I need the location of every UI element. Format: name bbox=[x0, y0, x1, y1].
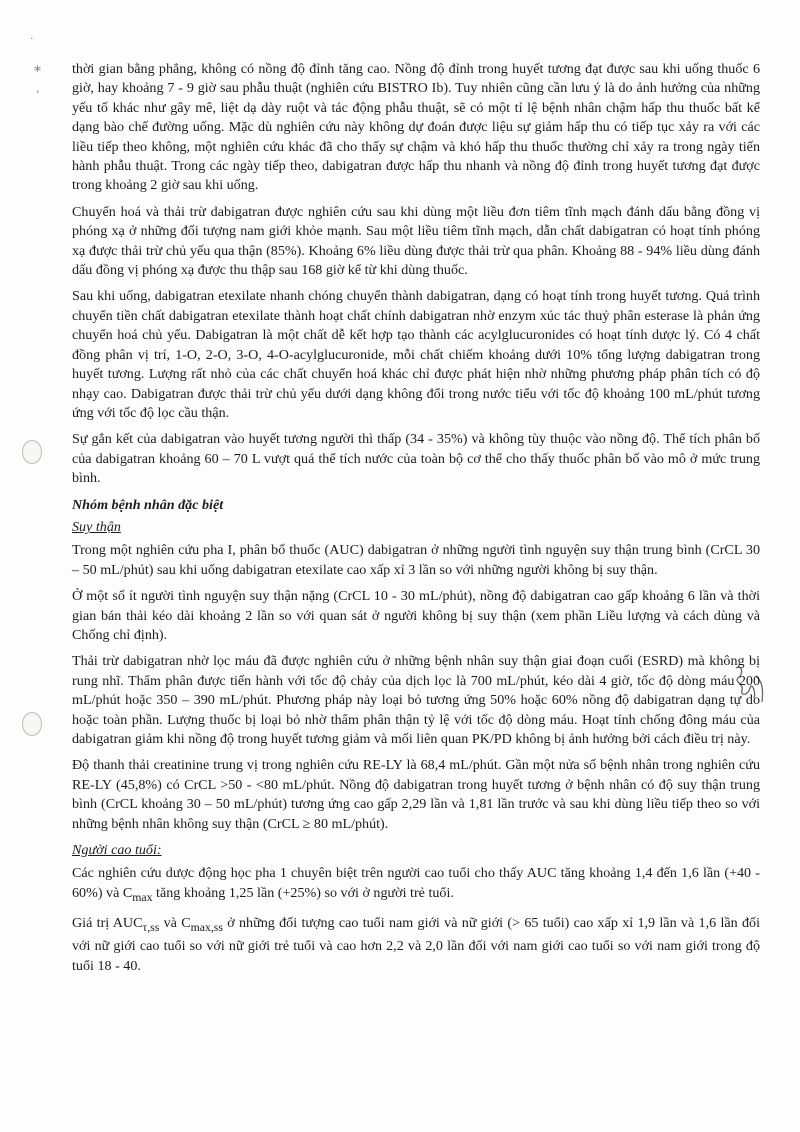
document-body bbox=[72, 60, 760, 983]
paragraph: Sự gắn kết của dabigatran vào huyết tương người thì thấp (34 - 35%) và không tùy thuộc vào nồng độ. Thể tích phân bố của dabigatran khoảng 60 – 70 L vượt quá thể tích nước của toàn bộ cơ thể cho thấy thuốc phân bố vào mô ở mức trung bình. bbox=[72, 431, 760, 487]
scan-mark: ∗ bbox=[33, 62, 43, 75]
paragraph: Thải trừ dabigatran nhờ lọc máu đã được nghiên cứu ở những bệnh nhân suy thận giai đoạn cuối (ESRD) mà không bị rung nhĩ. Thẩm phân được tiến hành với tốc độ chảy của dịch lọc là 700 mL/phút, kéo dài 4 giờ, tốc độ dòng máu 200 mL/phút hoặc 350 – 390 mL/phút. Phương pháp này loại bỏ tương ứng 50% hoặc 60% nồng độ dabigatran dạng tự do hoặc toàn phần. Lượng thuốc bị loại bỏ nhờ thẩm phân thận tỷ lệ với tốc độ dòng máu. Hoạt tính chống đông máu của dabigatran giảm khi nồng độ trong huyết tương giảm và mối liên quan PK/PD không bị ảnh hưởng bởi cách điều trị này. bbox=[72, 653, 760, 747]
punch-hole bbox=[22, 712, 42, 736]
scan-mark: · bbox=[30, 32, 34, 45]
paragraph: Độ thanh thải creatinine trung vị trong nghiên cứu RE-LY là 68,4 mL/phút. Gần một nửa số bệnh nhân trong nghiên cứu RE-LY (45,8%) có CrCL >50 - <80 mL/phút. Nồng độ dabigatran trong huyết tương ở bệnh nhân có độ suy thận trung bình (CrCL khoảng 30 – 50 mL/phút) tương ứng cao gấp 2,29 lần và 1,81 lần trước và sau khi dùng liều tiếp theo so với những bệnh nhân không suy thận (CrCL ≥ 80 mL/phút). bbox=[72, 757, 760, 832]
paragraph: Ở một số ít người tình nguyện suy thận nặng (CrCL 10 - 30 mL/phút), nồng độ dabigatran cao gấp khoảng 6 lần và thời gian bán thải kéo dài khoảng 2 lần so với quan sát ở người không bị suy thận (xem phần Liều lượng và cách dùng và Chống chỉ định). bbox=[72, 588, 760, 643]
paragraph: Giá trị $AUC_{\tau,ss}$ và $C_{max,ss}$ ở những đối tượng cao tuổi nam giới và nữ giới (> 65 tuổi) cao xấp xỉ 1,9 lần và 1,6 lần đối với nữ giới cao tuổi so với nữ giới trẻ tuổi và cao hơn 2,2 và 2,0 lần đối với nam giới cao tuổi so với nam giới trong độ tuổi 18 - 40. bbox=[72, 915, 760, 974]
paragraph: Trong một nghiên cứu pha I, phân bố thuốc (AUC) dabigatran ở những người tình nguyện suy thận trung bình (CrCL 30 – 50 mL/phút) sau khi uống dabigatran etexilate cao xấp xỉ 3 lần so với những người không bị suy thận. bbox=[72, 542, 760, 578]
punch-hole bbox=[22, 440, 42, 464]
paragraph: Sau khi uống, dabigatran etexilate nhanh chóng chuyển thành dabigatran, dạng có hoạt tính trong huyết tương. Quá trình chuyển tiền chất dabigatran etexilate thành hoạt chất chính dabigatran nhờ enzym xúc tác thuỷ phân esterase là phản ứng chuyển hoá chủ yếu. Dabigatran là một chất dễ kết hợp tạo thành các acylglucuronides có hoạt tính dược lý. Có 4 chất đồng phân vị trí, 1-O, 2-O, 3-O, 4-O-acylglucuronide, mỗi chất chiếm khoảng dưới 10% tổng lượng dabigatran trong huyết tương. Lượng rất nhỏ của các chất chuyển hoá khác chỉ được phát hiện nhờ những phương pháp phân tích có độ nhạy cao. Dabigatran được thải trừ chủ yếu dưới dạng không đổi trong nước tiểu với tốc độ khoảng 100 mL/phút tương ứng với tốc độ lọc cầu thận. bbox=[72, 288, 760, 421]
paragraph: Chuyển hoá và thải trừ dabigatran được nghiên cứu sau khi dùng một liều đơn tiêm tĩnh mạch đánh dấu bằng đồng vị phóng xạ ở những đối tượng nam giới khỏe mạnh. Sau một liều tiêm tĩnh mạch, dẫn chất dabigatran có hoạt tính phóng xạ được thải trừ chủ yếu qua thận (85%). Khoảng 6% liều dùng được thải trừ qua phân. Khoảng 88 - 94% liều dùng đánh dấu đồng vị phóng xạ được thu thập sau 168 giờ kể từ khi dùng thuốc. bbox=[72, 203, 760, 279]
paragraph: thời gian bằng phẳng, không có nồng độ đỉnh tăng cao. Nồng độ đỉnh trong huyết tương đạt được sau khi uống thuốc 6 giờ, hay khoảng 7 - 9 giờ sau phẫu thuật (nghiên cứu BISTRO Ib). Tuy nhiên cũng cần lưu ý là do ảnh hưởng của những yếu tố khác như gây mê, liệt dạ dày ruột và tác động phẫu thuật, sẽ có một tỉ lệ bệnh nhân chậm hấp thu thuốc bất kể dạng bào chế đường uống. Mặc dù nghiên cứu này không dự đoán được liệu sự giảm hấp thu có tiếp tục xảy ra với các liều tiếp theo không, một nghiên cứu khác đã cho thấy sự chậm và khó hấp thu thuốc thường chỉ xảy ra trong ngày tiến hành phẫu thuật. Trong các ngày tiếp theo, dabigatran được hấp thu nhanh và nồng độ đỉnh trong huyết tương đạt được trong khoảng 2 giờ sau khi uống. bbox=[72, 61, 760, 194]
scan-mark: , bbox=[36, 82, 40, 95]
section-heading: Nhóm bệnh nhân đặc biệt bbox=[72, 496, 224, 513]
paragraph: Các nghiên cứu dược động học pha 1 chuyên biệt trên người cao tuổi cho thấy AUC tăng khoảng 1,4 đến 1,6 lần (+40 - 60%) và $C_{max}$ tăng khoảng 1,25 lần (+25%) so với ở người trẻ tuổi. bbox=[72, 865, 760, 904]
subheading-renal: Suy thận bbox=[72, 518, 121, 535]
subheading-elderly: Người cao tuổi: bbox=[72, 842, 162, 859]
